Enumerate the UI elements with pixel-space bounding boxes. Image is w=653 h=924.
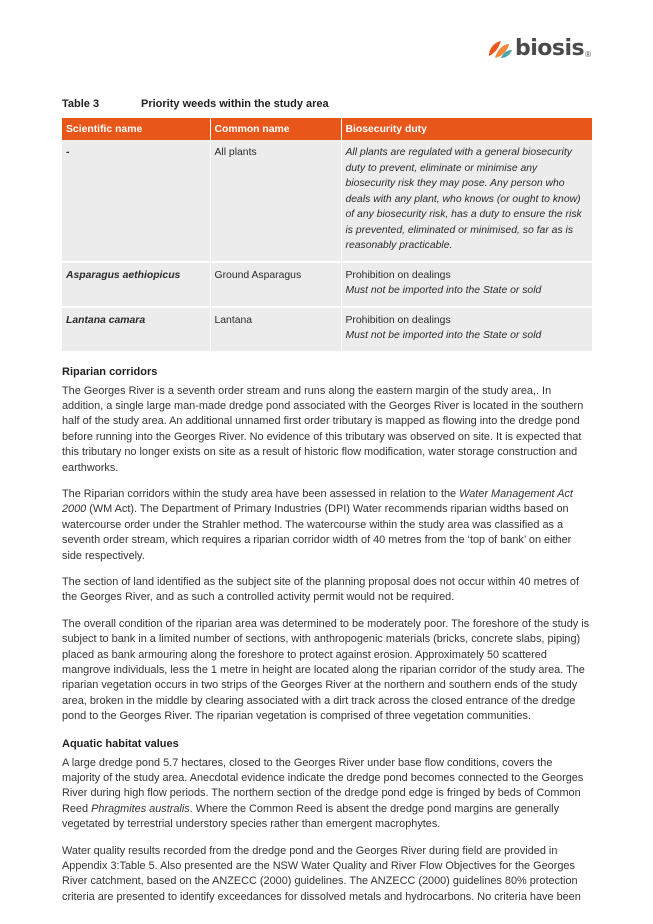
duty-summary: Prohibition on dealings bbox=[345, 269, 451, 281]
scientific-name-cell: Lantana camara bbox=[62, 307, 210, 352]
biosecurity-duty-cell bbox=[341, 262, 592, 307]
duty-detail: All plants are regulated with a general biosecurity duty to prevent, eliminate or minimise any biosecurity risk they may pose. Any person who deals with any plant, who knows (or ought to know) of any biosecurity risk, has a duty to ensure the risk is prevented, eliminated or minimised, so far as is reasonably practicable. bbox=[345, 147, 582, 251]
table-number: Table 3 bbox=[62, 98, 100, 110]
common-name-cell: All plants bbox=[210, 140, 341, 262]
header-scientific-name: Scientific name bbox=[62, 118, 210, 140]
table-title: Priority weeds within the study area bbox=[141, 98, 329, 110]
table-row bbox=[62, 262, 592, 307]
table-caption bbox=[62, 98, 592, 110]
biosecurity-duty-cell bbox=[341, 307, 592, 352]
wm-act-title: Water Management Act 2000 bbox=[62, 487, 573, 516]
table-row bbox=[62, 140, 592, 262]
common-name-cell: Ground Asparagus bbox=[210, 262, 341, 307]
riparian-paragraph-2-start: The Riparian corridors within the study area have been assessed in relation to the bbox=[62, 487, 460, 500]
scientific-name-cell: - bbox=[62, 140, 210, 262]
aquatic-paragraph-1-start: A large dredge pond 5.7 hectares, closed to the Georges River under base flow conditions, covers the majority of the study area. Anecdotal evidence indicate the dredge pond becomes connected to the Georges River during high flow periods. The northern section of the dredge pond edge is fringed by beds of Common Reed bbox=[62, 756, 584, 815]
species-name: Phragmites australis bbox=[91, 802, 190, 815]
aquatic-paragraph-2: Water quality results recorded from the dredge pond and the Georges River during field are provided in Appendix 3:Table 5. Also presented are the NSW Water Quality and River Flow Objectives for the Georges River catchment, based on the ANZECC (2000) guidelines. The ANZECC (2000) guidelines 80% protection criteria are presented to identify exceedances for dissolved metals and hydrocarbons. No criteria have been bbox=[62, 844, 581, 903]
scientific-name-cell: Asparagus aethiopicus bbox=[62, 262, 210, 307]
logo-trademark-icon: ® bbox=[585, 50, 591, 59]
riparian-paragraph-3: The section of land identified as the subject site of the planning proposal does not occur within 40 metres of the Georges River, and as such a controlled activity permit would not be required. bbox=[62, 575, 580, 604]
common-name-cell: Lantana bbox=[210, 307, 341, 352]
header-common-name: Common name bbox=[210, 118, 341, 140]
header-biosecurity-duty: Biosecurity duty bbox=[341, 118, 592, 140]
riparian-corridors-heading: Riparian corridors bbox=[62, 365, 158, 378]
riparian-paragraph-4: The overall condition of the riparian area was determined to be moderately poor. The foreshore of the study is subject to bank in a limited number of sections, with anthropogenic materials (bricks, concrete slabs, piping) placed as bank armouring along the foreshore to protect against erosion. Approximately 50 scattered mangrove individuals, less the 1 metre in height are located along the riparian corridor of the study area. The riparian vegetation occurs in two strips of the Georges River at the northern and southern ends of the study area, broken in the middle by clearing associated with a dirt track across the closed entrance of the dredge pond to the Georges River. The riparian vegetation is comprised of three vegetation communities. bbox=[62, 617, 590, 723]
riparian-paragraph-1: The Georges River is a seventh order stream and runs along the eastern margin of the study area,. In addition, a single large man-made dredge pond associated with the Georges River is located in the southern half of the study area. An additional unnamed first order tributary is mapped as flowing into the dredge pond before running into the Georges River. No evidence of this tributary was observed on site. It is expected that this tributary no longer exists on site as a result of historic flow modification, water storage construction and earthworks. bbox=[62, 384, 584, 474]
riparian-paragraph-2 bbox=[62, 487, 592, 564]
duty-detail: Must not be imported into the State or sold bbox=[345, 285, 542, 296]
aquatic-paragraph-1 bbox=[62, 756, 592, 833]
logo-wordmark: biosis bbox=[514, 36, 585, 61]
table-header-row bbox=[62, 118, 592, 140]
page-content bbox=[62, 98, 592, 916]
duty-summary: Prohibition on dealings bbox=[345, 314, 451, 326]
duty-detail: Must not be imported into the State or sold bbox=[345, 330, 542, 341]
biosis-leaf-icon bbox=[487, 38, 513, 60]
biosecurity-duty-cell bbox=[341, 140, 592, 262]
table-row bbox=[62, 307, 592, 352]
priority-weeds-table bbox=[62, 118, 592, 353]
biosis-logo bbox=[487, 36, 591, 61]
aquatic-habitat-heading: Aquatic habitat values bbox=[62, 737, 179, 750]
aquatic-paragraph-1-end: . Where the Common Reed is absent the dredge pond margins are generally vegetated by terrestrial understory species rather than emergent macrophytes. bbox=[62, 802, 560, 831]
riparian-paragraph-2-end: (WM Act). The Department of Primary Industries (DPI) Water recommends riparian widths based on watercourse order under the Strahler method. The watercourse within the study area was classified as a seventh order stream, which requires a riparian corridor width of 40 metres from the ‘top of bank’ on either side respectively. bbox=[62, 503, 572, 562]
